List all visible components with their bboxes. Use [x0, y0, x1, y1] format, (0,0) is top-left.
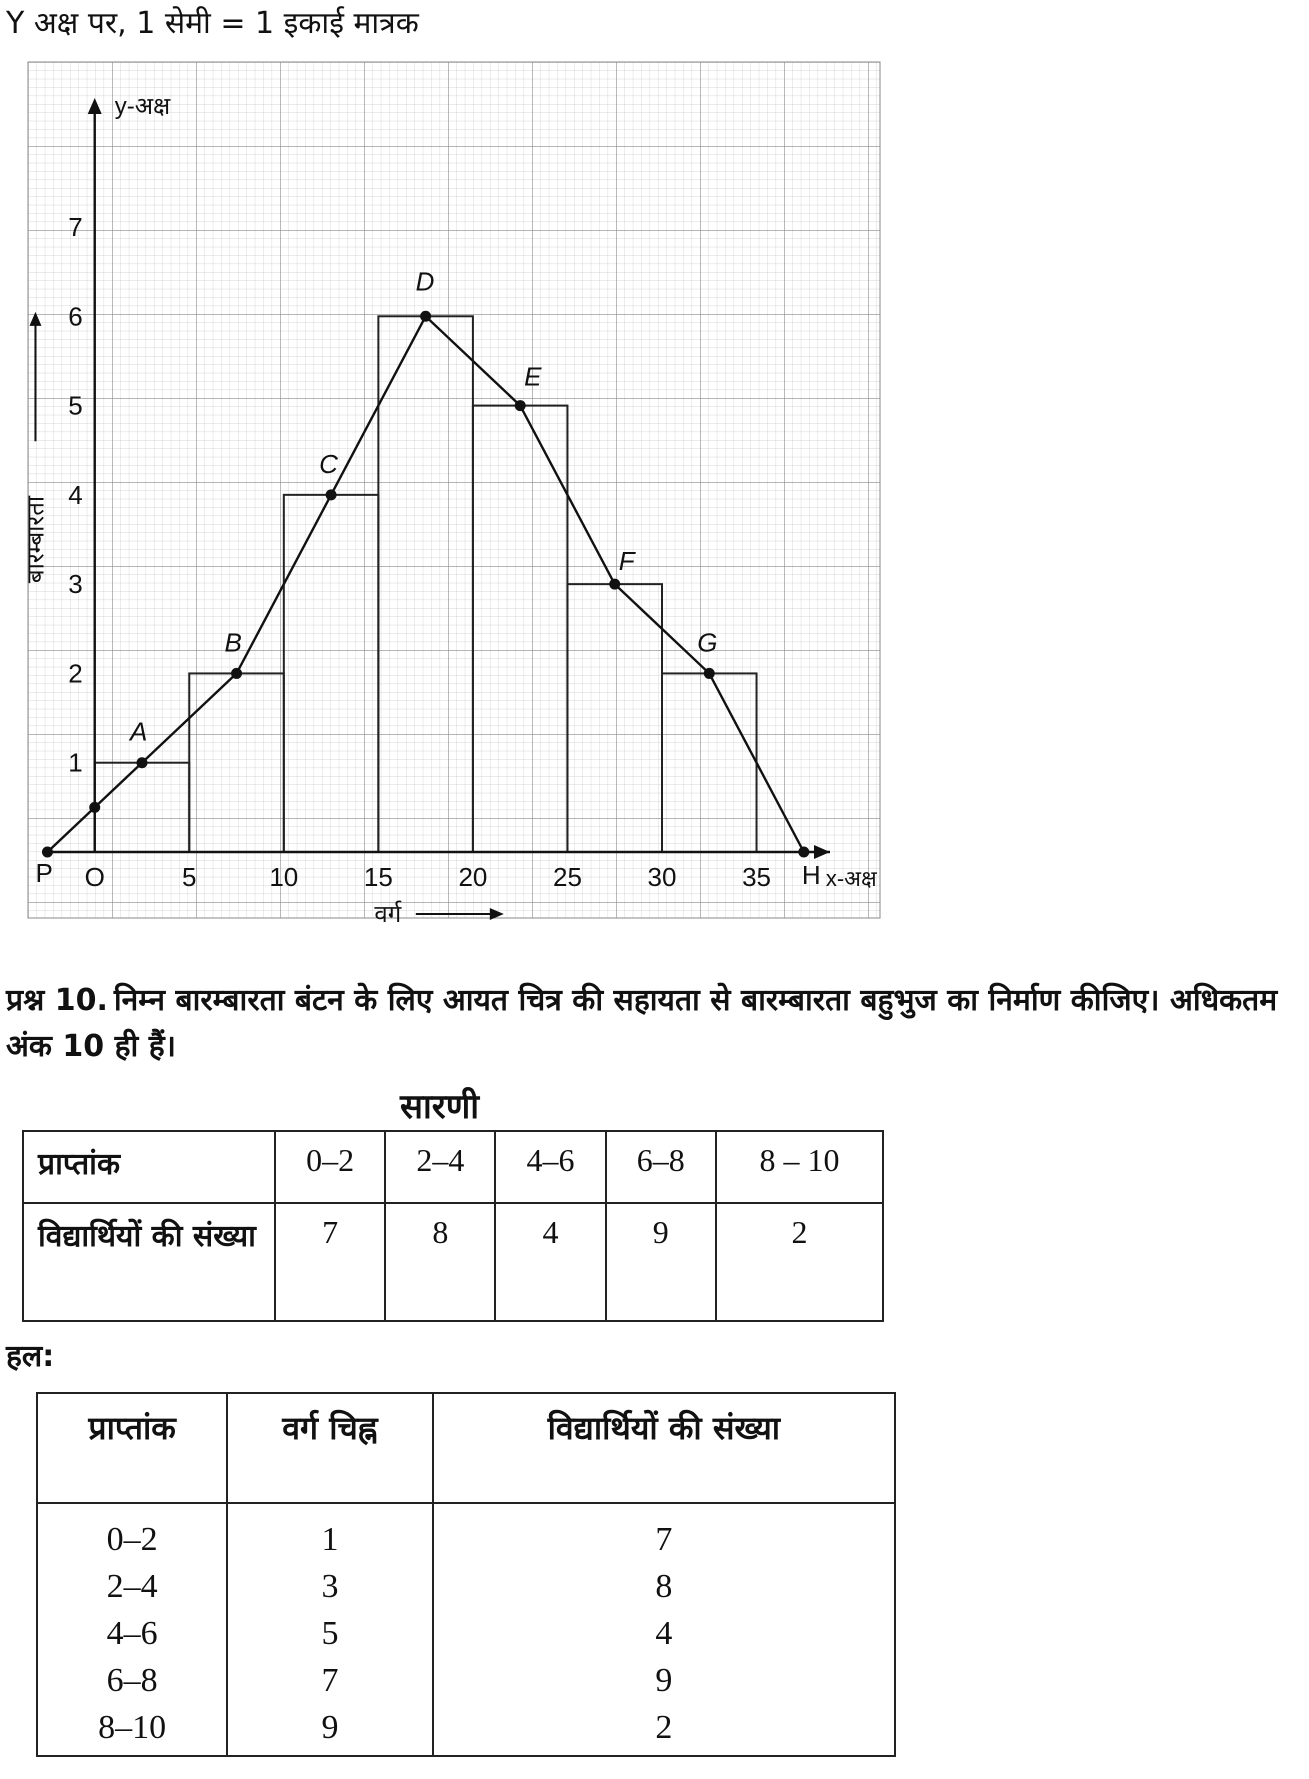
graph-paper	[28, 62, 880, 918]
table-cell: 3	[227, 1563, 432, 1610]
histogram-graph	[22, 62, 880, 928]
y-tick-label: 7	[68, 212, 83, 242]
table-cell: 4–6	[495, 1131, 605, 1203]
table-row	[37, 1610, 895, 1657]
x-axis-title: वर्ग	[374, 901, 402, 928]
polygon-point	[231, 668, 242, 679]
y-tick-label: 4	[68, 479, 83, 510]
column-header: वर्ग चिह्न	[227, 1393, 432, 1503]
y-axis-title: बारम्बारता	[22, 495, 50, 584]
polygon-point-label: D	[415, 266, 435, 297]
table-cell: 4–6	[37, 1610, 227, 1657]
polygon-point-label: B	[224, 627, 242, 658]
x-axis-name: x-अक्ष	[825, 866, 877, 891]
y-tick-label: 2	[68, 658, 83, 689]
polygon-point-label: E	[524, 361, 542, 392]
table-row	[23, 1131, 883, 1203]
x-tick-label: 15	[363, 862, 393, 892]
polygon-point-label: G	[697, 627, 718, 658]
table-cell: 6–8	[37, 1657, 227, 1704]
y-tick-label: 5	[68, 390, 83, 421]
table-cell: 8	[385, 1203, 495, 1321]
table-cell: 7	[227, 1657, 432, 1704]
table-cell: 8–10	[37, 1704, 227, 1756]
y-tick-label: 1	[68, 747, 83, 778]
table-row	[37, 1563, 895, 1610]
scale-note: Y अक्ष पर, 1 सेमी = 1 इकाई मात्रक	[6, 6, 419, 41]
polygon-point-label: P	[35, 858, 53, 888]
table-cell: 8 – 10	[716, 1131, 883, 1203]
table-cell: 0–2	[37, 1503, 227, 1563]
column-header: विद्यार्थियों की संख्या	[433, 1393, 895, 1503]
table-row	[23, 1203, 883, 1321]
table-cell: 7	[433, 1503, 895, 1563]
x-tick-label: 25	[552, 862, 582, 892]
y-tick-label: 6	[68, 301, 83, 332]
table-cell: 2	[716, 1203, 883, 1321]
table-cell: 6–8	[606, 1131, 716, 1203]
given-frequency-table	[22, 1130, 884, 1322]
polygon-point-label: A	[130, 716, 148, 747]
table-row	[37, 1704, 895, 1756]
table-cell: 9	[606, 1203, 716, 1321]
table-cell: 9	[227, 1704, 432, 1756]
x-tick-label: 10	[269, 862, 299, 892]
table-header-row	[37, 1393, 895, 1503]
table-cell: 0–2	[275, 1131, 385, 1203]
x-tick-label: O	[84, 862, 105, 892]
polygon-point	[798, 847, 809, 858]
polygon-point-label: F	[618, 546, 635, 577]
chart-svg	[22, 62, 880, 928]
table-cell: 4	[433, 1610, 895, 1657]
polygon-point	[515, 400, 526, 411]
table-cell: 9	[433, 1657, 895, 1704]
table-cell: 5	[227, 1610, 432, 1657]
table-cell: 2	[433, 1704, 895, 1756]
table-cell: 4	[495, 1203, 605, 1321]
y-tick-label: 3	[68, 569, 83, 600]
polygon-point	[137, 757, 148, 768]
table-cell: 8	[433, 1563, 895, 1610]
x-tick-label: 5	[182, 862, 197, 892]
polygon-point	[326, 489, 337, 500]
polygon-point	[609, 579, 620, 590]
polygon-point	[704, 668, 715, 679]
polygon-point	[420, 311, 431, 322]
table-row	[37, 1657, 895, 1704]
polygon-point	[89, 802, 100, 813]
table-cell: 2–4	[385, 1131, 495, 1203]
table-row	[37, 1503, 895, 1563]
table-cell: 7	[275, 1203, 385, 1321]
row-header-marks: प्राप्तांक	[23, 1131, 275, 1203]
question-text: निम्न बारम्बारता बंटन के लिए आयत चित्र की सहायता से बारम्बारता बहुभुज का निर्माण कीजिए। अधिकतम अंक 10 ही हैं।	[6, 983, 1278, 1064]
table-caption: सारणी	[400, 1087, 480, 1127]
solution-label: हल:	[6, 1339, 55, 1374]
row-header-students: विद्यार्थियों की संख्या	[23, 1203, 275, 1321]
x-tick-label: 20	[458, 862, 488, 892]
table-cell: 1	[227, 1503, 432, 1563]
column-header: प्राप्तांक	[37, 1393, 227, 1503]
y-axis-name: y-अक्ष	[114, 93, 171, 120]
polygon-point-label: C	[319, 448, 338, 479]
polygon-point-label: H	[801, 860, 821, 890]
polygon-point	[42, 847, 53, 858]
question-block	[6, 978, 1296, 1070]
x-tick-label: 30	[647, 862, 677, 892]
solution-table	[36, 1392, 896, 1757]
x-tick-label: 35	[742, 862, 772, 892]
table-cell: 2–4	[37, 1563, 227, 1610]
question-number: प्रश्न 10.	[6, 983, 108, 1018]
